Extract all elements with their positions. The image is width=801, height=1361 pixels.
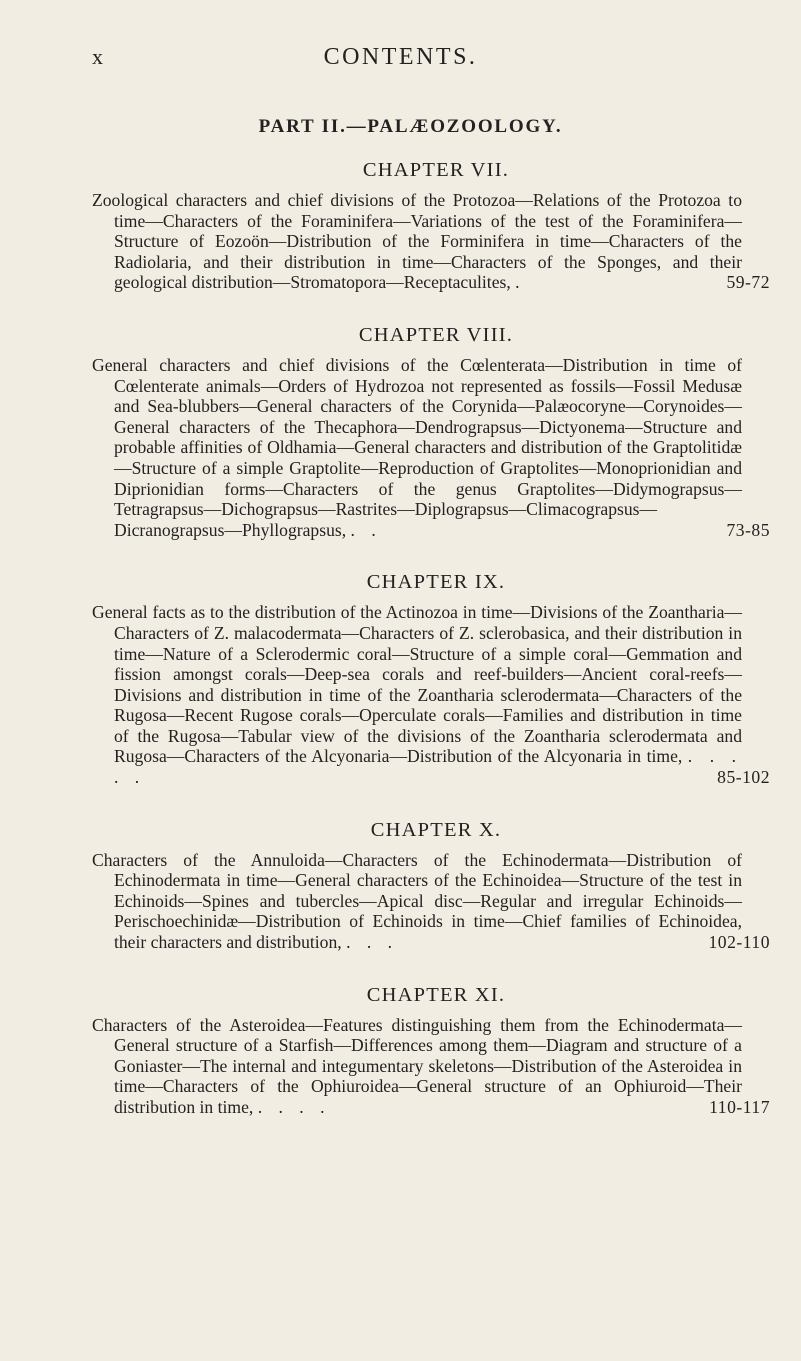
- chapter-entry: [92, 321, 770, 540]
- page-range: 110-117: [709, 1097, 770, 1117]
- chapter-summary-paragraph: [92, 602, 770, 788]
- page-range: 73-85: [726, 519, 770, 540]
- chapter-entry: [92, 156, 770, 293]
- chapter-heading: CHAPTER XI.: [366, 983, 506, 1006]
- chapter-heading: CHAPTER VII.: [362, 159, 510, 181]
- page-range: 85-102: [717, 767, 770, 788]
- chapter-heading: CHAPTER VIII.: [358, 323, 514, 346]
- page-range: 59-72: [726, 272, 770, 293]
- dot-leaders: .: [515, 272, 526, 293]
- chapter-summary-paragraph: [92, 849, 770, 953]
- chapter-entry: [92, 981, 770, 1118]
- dot-leaders: . .: [350, 519, 382, 540]
- chapter-summary: General characters and chief divisions of the Cœlenterata—Distribution in time of Cœlenterate animals—Orders of Hydrozoa not represented as fossils—Fossil Medusæ and Sea-blubbers—General characters of the Corynida—Palæocoryne—Corynoides—General characters of the Thecaphora—Dendrograpsus—Dictyonema—Structure and probable affinities of Oldhamia—General characters and distribution of the Graptolitidæ—Structure of a simple Graptolite—Reproduction of Graptolites—Monoprionidian and Diprionidian forms—Characters of the genus Graptolites—Didymograpsus—Tetragrapsus—Dichograpsus—Rastrites—Diplograpsus—Climacograpsus—Dicranograpsus—Phyllograpsus,: [92, 354, 742, 540]
- part-title: PART II.—PALÆOZOOLOGY.: [258, 116, 563, 137]
- chapter-summary-paragraph: [92, 354, 770, 540]
- chapter-summary: General facts as to the distribution of the Actinozoa in time—Divisions of the Zoantharia—Characters of Z. malacodermata—Characters of Z. sclerobasica, and their distribution in time—Nature of a Sclerodermic coral—Structure of a simple coral—Gemmation and fission amongst corals—Deep-sea corals and reef-builders—Ancient coral-reefs—Divisions and distribution in time of the Zoantharia sclerodermata—Characters of the Rugosa—Recent Rugose corals—Operculate corals—Families and distribution in time of the Rugosa—Tabular view of the divisions of the Zoantharia sclerodermata and Rugosa—Characters of the Alcyonaria—Distribution of the Alcyonaria in time,: [92, 602, 742, 767]
- page-number: x: [92, 44, 104, 69]
- running-title: CONTENTS.: [323, 44, 478, 70]
- dot-leaders: . . . .: [257, 1097, 331, 1117]
- chapter-list: [92, 156, 770, 1146]
- page-header: [0, 44, 801, 80]
- chapter-summary-paragraph: [92, 190, 770, 293]
- chapter-entry: [92, 816, 770, 953]
- dot-leaders: . . . . .: [114, 746, 742, 788]
- chapter-heading: CHAPTER IX.: [366, 571, 506, 594]
- chapter-summary: Zoological characters and chief divisions of the Protozoa—Relations of the Protozoa to time—Characters of the Foraminifera—Variations of the test of the Foraminifera—Structure of Eozoön—Distribution of the Forminifera in time—Characters of the Radiolaria, and their distribution in time—Characters of the Sponges, and their geological distribution—Stromatopora—Receptaculites,: [92, 190, 742, 293]
- chapter-summary: Characters of the Asteroidea—Features distinguishing them from the Echinodermata—General structure of a Starfish—Differences among them—Diagram and structure of a Goniaster—The internal and integumentary skeletons—Distribution of the Asteroidea in time—Characters of the Ophiuroidea—General structure of an Ophiuroid—Their distribution in time,: [92, 1014, 742, 1117]
- chapter-entry: [92, 568, 770, 788]
- dot-leaders: . . .: [346, 932, 399, 953]
- page-range: 102-110: [708, 932, 770, 953]
- chapter-heading: CHAPTER X.: [370, 818, 502, 841]
- chapter-summary-paragraph: [92, 1014, 770, 1118]
- chapter-summary: Characters of the Annuloida—Characters of the Echinodermata—Distribution of Echinodermata in time—General characters of the Echinoidea—Structure of the test in Echinoids—Spines and tubercles—Apical disc—Regular and irregular Echinoids—Perischoechinidæ—Distribution of Echinoids in time—Chief families of Echinoidea, their characters and distribution,: [92, 849, 742, 953]
